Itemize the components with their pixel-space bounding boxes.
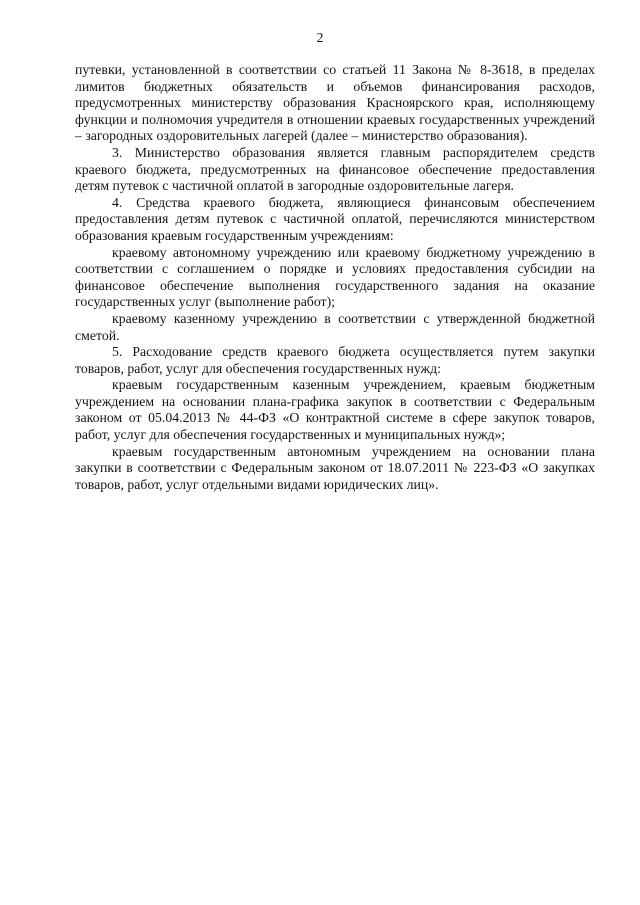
paragraph-item-5: 5. Расходование средств краевого бюджета осуществляется путем закупки товаров, работ, услуг для обеспечения государственных нужд: [75, 344, 595, 376]
paragraph-state-institution: краевому казенному учреждению в соответствии с утвержденной бюджетной сметой. [75, 310, 595, 343]
document-body [75, 62, 595, 493]
paragraph-44fz: краевым государственным казенным учреждением, краевым бюджетным учреждением на основании плана-графика закупок в соответствии с Федеральным законом от 05.04.2013 № 44-ФЗ «О контрактной системе в сфере закупок товаров, работ, услуг для обеспечения государственных и муниципальных нужд»; [75, 377, 595, 443]
page-number: 2 [316, 30, 324, 45]
paragraph-item-4: 4. Средства краевого бюджета, являющиеся финансовым обеспечением предоставления детям путевок с частичной оплатой, перечисляются министерством образования краевым государственным учреждениям: [75, 194, 595, 243]
paragraph-223fz: краевым государственным автономным учреждением на основании плана закупки в соответствии с Федеральным законом от 18.07.2011 № 223-ФЗ «О закупках товаров, работ, услуг отдельными видами юридических лиц». [75, 443, 595, 492]
paragraph-continuation: путевки, установленной в соответствии со статьей 11 Закона № 8-3618, в пределах лимитов бюджетных обязательств и объемов финансирования расходов, предусмотренных министерству образования Красноярского края, исполняющему функции и полномочия учредителя в отношении краевых государственных учреждений – загородных оздоровительных лагерей (далее – министерство образования). [75, 62, 595, 144]
paragraph-item-3: 3. Министерство образования является главным распорядителем средств краевого бюджета, предусмотренных на финансовое обеспечение предоставления детям путевок с частичной оплатой в загородные оздоровительные лагеря. [75, 144, 595, 194]
paragraph-autonomous-institution: краевому автономному учреждению или краевому бюджетному учреждению в соответствии с соглашением о порядке и условиях предоставления субсидии на финансовое обеспечение выполнения государственного задания на оказание государственных услуг (выполнение работ); [75, 244, 595, 310]
